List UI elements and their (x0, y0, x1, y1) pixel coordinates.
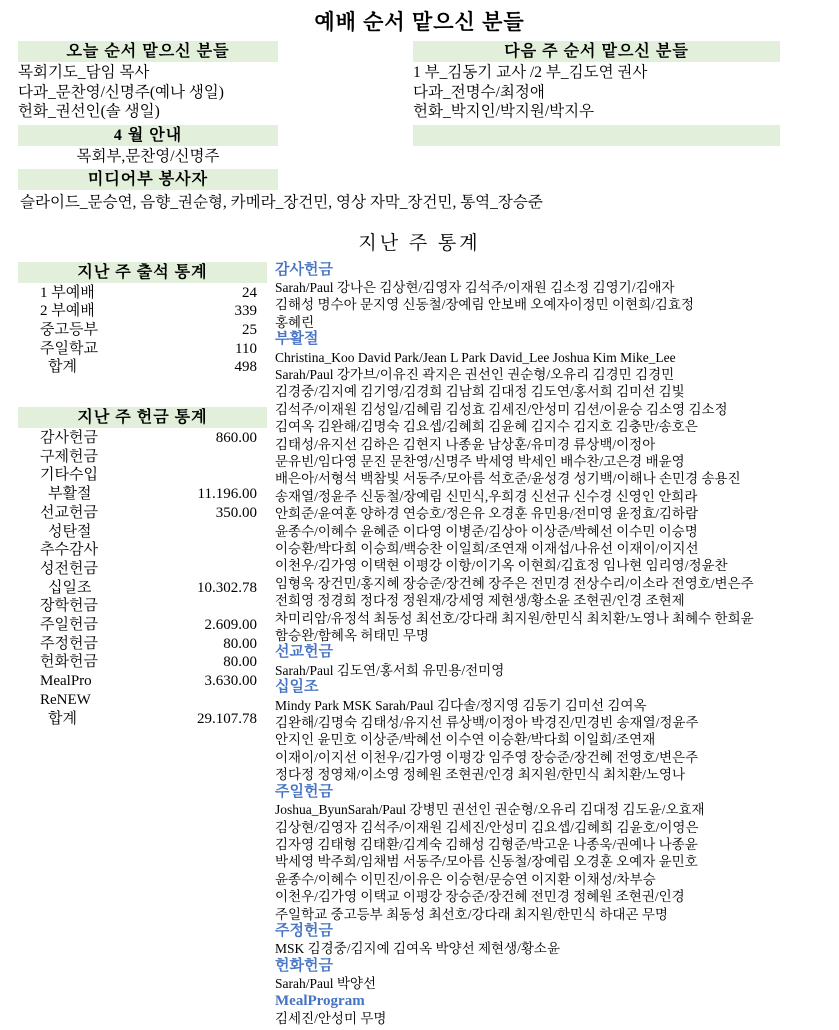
donor-line: 이천우/김가영 이택현 이평강 이항/이기옥 이현희/김효정 임나현 임리영/정윤찬 (275, 558, 728, 574)
stat-label: ReNEW (40, 691, 91, 708)
attendance-row (18, 321, 267, 340)
stat-label: 구제헌금 (40, 448, 98, 465)
next-week-role-line: 1 부_김동기 교사 /2 부_김도연 권사 (413, 64, 648, 81)
next-week-role-line: 헌화_박지인/박지원/박지우 (413, 103, 595, 120)
stat-label: 십일조 (48, 579, 92, 596)
donor-line: 안희준/윤여훈 양하경 연승호/정은유 오경훈 유민용/전미영 윤정효/김하람 (275, 506, 699, 522)
offering-row (18, 523, 267, 542)
stat-label: 중고등부 (40, 321, 98, 338)
donor-line: 김완해/김명숙 김태성/유지선 류상백/이정아 박경진/민경빈 송재열/정윤주 (275, 715, 699, 731)
donor-section-header: 감사헌금 (275, 261, 333, 278)
month-notice-line: 목회부,문찬영/신명주 (76, 147, 220, 165)
stat-label: 2 부예배 (40, 303, 95, 320)
today-column (18, 41, 278, 191)
donor-section-header: 주일헌금 (275, 783, 333, 800)
stat-label: 선교헌금 (40, 504, 98, 521)
donor-line: 김해성 명수아 문지영 신동철/장예림 안보배 오예자이정민 이현희/김효정 (275, 297, 694, 313)
stat-value: 25 (242, 321, 257, 338)
offering-table (18, 429, 267, 728)
offering-table-header: 지난 주 헌금 통계 (18, 407, 267, 428)
stat-label: 추수감사 (40, 542, 98, 559)
month-notice-header: 4 월 안내 (18, 125, 278, 146)
attendance-row (18, 302, 267, 321)
page-title: 예배 순서 맡으신 분들 (314, 10, 525, 34)
donor-line: 송재열/정윤주 신동철/장예림 신민식,우희경 신선규 신수경 신영인 안희라 (275, 488, 698, 504)
stat-label: 합계 (48, 710, 77, 727)
stat-label: 장학헌금 (40, 598, 98, 615)
stat-label: 성탄절 (48, 523, 92, 540)
donor-line: 이재이/이지선 이천우/김가영 이평강 임주영 장승준/장건혜 전영호/변은주 (275, 749, 699, 765)
donor-line: 배은아/서형석 백참빛 서동주/모아름 석호준/윤성경 성기백/이해나 손민경 송용진 (275, 471, 741, 487)
next-week-column (413, 41, 780, 191)
today-role-line: 목회기도_담임 목사 (18, 64, 150, 81)
stat-value: 24 (242, 284, 257, 301)
offering-row (18, 597, 267, 616)
stat-value: 80.00 (223, 654, 257, 671)
stat-value: 498 (234, 359, 257, 376)
attendance-table (18, 284, 267, 378)
donor-line: 김자영 김태형 김태환/김계숙 김해성 김형준/박고운 나종욱/권예나 나종윤 (275, 836, 698, 852)
stat-label: 부활절 (48, 486, 92, 503)
stat-label: 성전헌금 (40, 560, 98, 577)
next-week-roles-header: 다음 주 순서 맡으신 분들 (413, 41, 780, 62)
offering-row (18, 672, 267, 691)
offering-row (18, 504, 267, 523)
attendance-row (18, 358, 267, 377)
attendance-row (18, 340, 267, 359)
donor-line: 김석주/이재원 김성일/김혜림 김성효 김세진/안성미 김션/이윤승 김소영 김소정 (275, 401, 728, 417)
donor-line: 차미리암/유정석 최동성 최선호/강다래 최지원/한민식 최치환/노영나 최혜수 한희윤 (275, 610, 754, 626)
next-week-role-line: 다과_전명수/최정애 (413, 83, 545, 101)
stat-label: MealPro (40, 673, 92, 690)
stat-value: 339 (234, 303, 257, 320)
donor-line: 이천우/김가영 이택교 이평강 장승준/장건혜 전민경 정혜원 조현권/인경 (275, 889, 685, 905)
donor-line: 주일학교 중고등부 최동성 최선호/강다래 최지원/한민식 하대곤 무명 (275, 906, 668, 922)
donor-line: Sarah/Paul 강나은 김상현/김영자 김석주/이재원 김소정 김영기/김애자 (275, 279, 675, 295)
top-section (18, 41, 839, 191)
donor-section-header: MealProgram (275, 992, 365, 1009)
spacer (18, 377, 267, 407)
donor-line: 홍혜린 (275, 314, 315, 330)
media-team-line: 슬라이드_문승연, 음향_권순형, 카메라_장건민, 영상 자막_장건민, 통역_장승준 (20, 194, 543, 211)
donor-lists-column (275, 262, 835, 1028)
stat-label: 기타수입 (40, 467, 98, 484)
stat-label: 주일학교 (40, 340, 98, 357)
donor-line: 박세영 박주희/임채범 서동주/모아름 신동철/장예림 오경훈 오예자 윤민호 (275, 854, 698, 870)
donor-section-header: 부활절 (275, 331, 319, 348)
attendance-table-header: 지난 주 출석 통계 (18, 262, 267, 283)
today-role-line: 다과_문찬영/신명주(예나 생일) (18, 83, 224, 101)
donor-line: 이승환/박다희 이승희/백승찬 이일희/조연재 이재섭/나유선 이재이/이지선 (275, 541, 699, 556)
donor-line: 김상현/김영자 김석주/이재원 김세진/안성미 김요셉/김혜희 김윤호/이영은 (275, 819, 699, 835)
donor-line: 김태성/유지선 김하은 김현지 나종윤 남상훈/유미경 류상백/이정아 (275, 436, 656, 452)
donor-section-header: 주정헌금 (275, 922, 333, 939)
donor-line: Sarah/Paul 강가브/이유진 곽지은 권선인 권순형/오유리 김경민 김경민 (275, 366, 675, 382)
stat-value: 860.00 (215, 430, 257, 447)
today-roles-header: 오늘 순서 맡으신 분들 (18, 41, 278, 62)
offering-row (18, 485, 267, 504)
donor-line: 김경중/김지예 김기영/김경희 김남희 김대정 김도연/홍서희 김미선 김빛 (275, 384, 685, 400)
donor-section-header: 십일조 (275, 679, 319, 696)
bulletin-page (0, 6, 839, 1030)
donor-line: Mindy Park MSK Sarah/Paul 김다솔/정지영 김동기 김미선 김여옥 (275, 697, 647, 713)
offering-row (18, 541, 267, 560)
donor-line: MSK 김경중/김지예 김여옥 박양선 제현생/황소윤 (275, 941, 560, 957)
donor-line: 임형욱 장건민/홍지혜 장승준/장건혜 장주은 전민경 전상수리/이소라 전영호/변은주 (275, 575, 754, 591)
stat-label: 합계 (48, 359, 77, 376)
media-team-header: 미디어부 봉사자 (18, 169, 278, 190)
empty-green-bar (413, 125, 780, 146)
stat-value: 3.630.00 (204, 673, 257, 690)
offering-row (18, 653, 267, 672)
offering-row (18, 710, 267, 729)
stat-label: 헌화헌금 (40, 654, 98, 671)
donor-line: 함승완/함혜옥 허태민 무명 (275, 628, 429, 644)
offering-row (18, 579, 267, 598)
donor-line: Christina_Koo David Park/Jean L Park David_Lee Joshua Kim Mike_Lee (275, 349, 676, 365)
stat-value: 110 (235, 340, 257, 357)
donor-line: 전희영 정경희 정다정 정원재/강세영 제현생/황소윤 조현권/인경 조현제 (275, 593, 685, 609)
donor-section-header: 헌화헌금 (275, 957, 333, 974)
stat-value: 10.302.78 (197, 579, 257, 596)
stat-value: 11.196.00 (197, 486, 257, 503)
stat-label: 감사헌금 (40, 430, 98, 447)
donor-section-header: 선교헌금 (275, 644, 333, 661)
today-role-line: 헌화_권선인(솔 생일) (18, 103, 160, 120)
offering-row (18, 635, 267, 654)
stat-label: 주정헌금 (40, 635, 98, 652)
offering-row (18, 466, 267, 485)
offering-row (18, 448, 267, 467)
stat-value: 80.00 (223, 635, 257, 652)
donor-line: 김세진/안성미 무명 (275, 1010, 387, 1026)
donor-line: 문유빈/임다영 문진 문찬영/신명주 박세영 박세인 배수찬/고은경 배윤영 (275, 453, 685, 469)
donor-line: 윤종수/이혜수 이민진/이유은 이승현/문승연 이지환 이채성/차부승 (275, 871, 656, 887)
stats-title: 지난 주 통계 (358, 232, 481, 254)
attendance-row (18, 284, 267, 303)
stats-section (18, 262, 839, 1028)
donor-line: 안지인 윤민호 이상준/박혜선 이수연 이승환/박다희 이일희/조연재 (275, 732, 656, 748)
donor-line: Sarah/Paul 박양선 (275, 976, 376, 992)
donor-line: Sarah/Paul 김도연/홍서희 유민용/전미영 (275, 662, 505, 678)
offering-row (18, 691, 267, 710)
next-week-roles-list (413, 63, 780, 122)
stats-tables-column (18, 262, 267, 729)
stat-value: 350.00 (215, 504, 257, 521)
donor-line: Joshua_ByunSarah/Paul 강병민 권선인 권순형/오유리 김대정 김도윤/오효재 (275, 802, 705, 818)
stat-value: 2.609.00 (204, 617, 257, 634)
offering-row (18, 560, 267, 579)
offering-row (18, 429, 267, 448)
donor-line: 김여옥 김완해/김명숙 김요셉/김혜희 김윤혜 김지수 김지호 김충만/송호은 (275, 419, 698, 435)
stat-label: 1 부예배 (40, 284, 95, 301)
stat-value: 29.107.78 (197, 710, 257, 727)
donor-line: 윤종수/이혜수 윤혜준 이다영 이병준/김상아 이상준/박혜선 이수민 이승명 (275, 523, 698, 539)
today-roles-list (18, 63, 278, 122)
donor-line: 정다정 정영채/이소영 정혜원 조현권/인경 최지원/한민식 최치환/노영나 (275, 767, 686, 783)
offering-row (18, 616, 267, 635)
stat-label: 주일헌금 (40, 617, 98, 634)
